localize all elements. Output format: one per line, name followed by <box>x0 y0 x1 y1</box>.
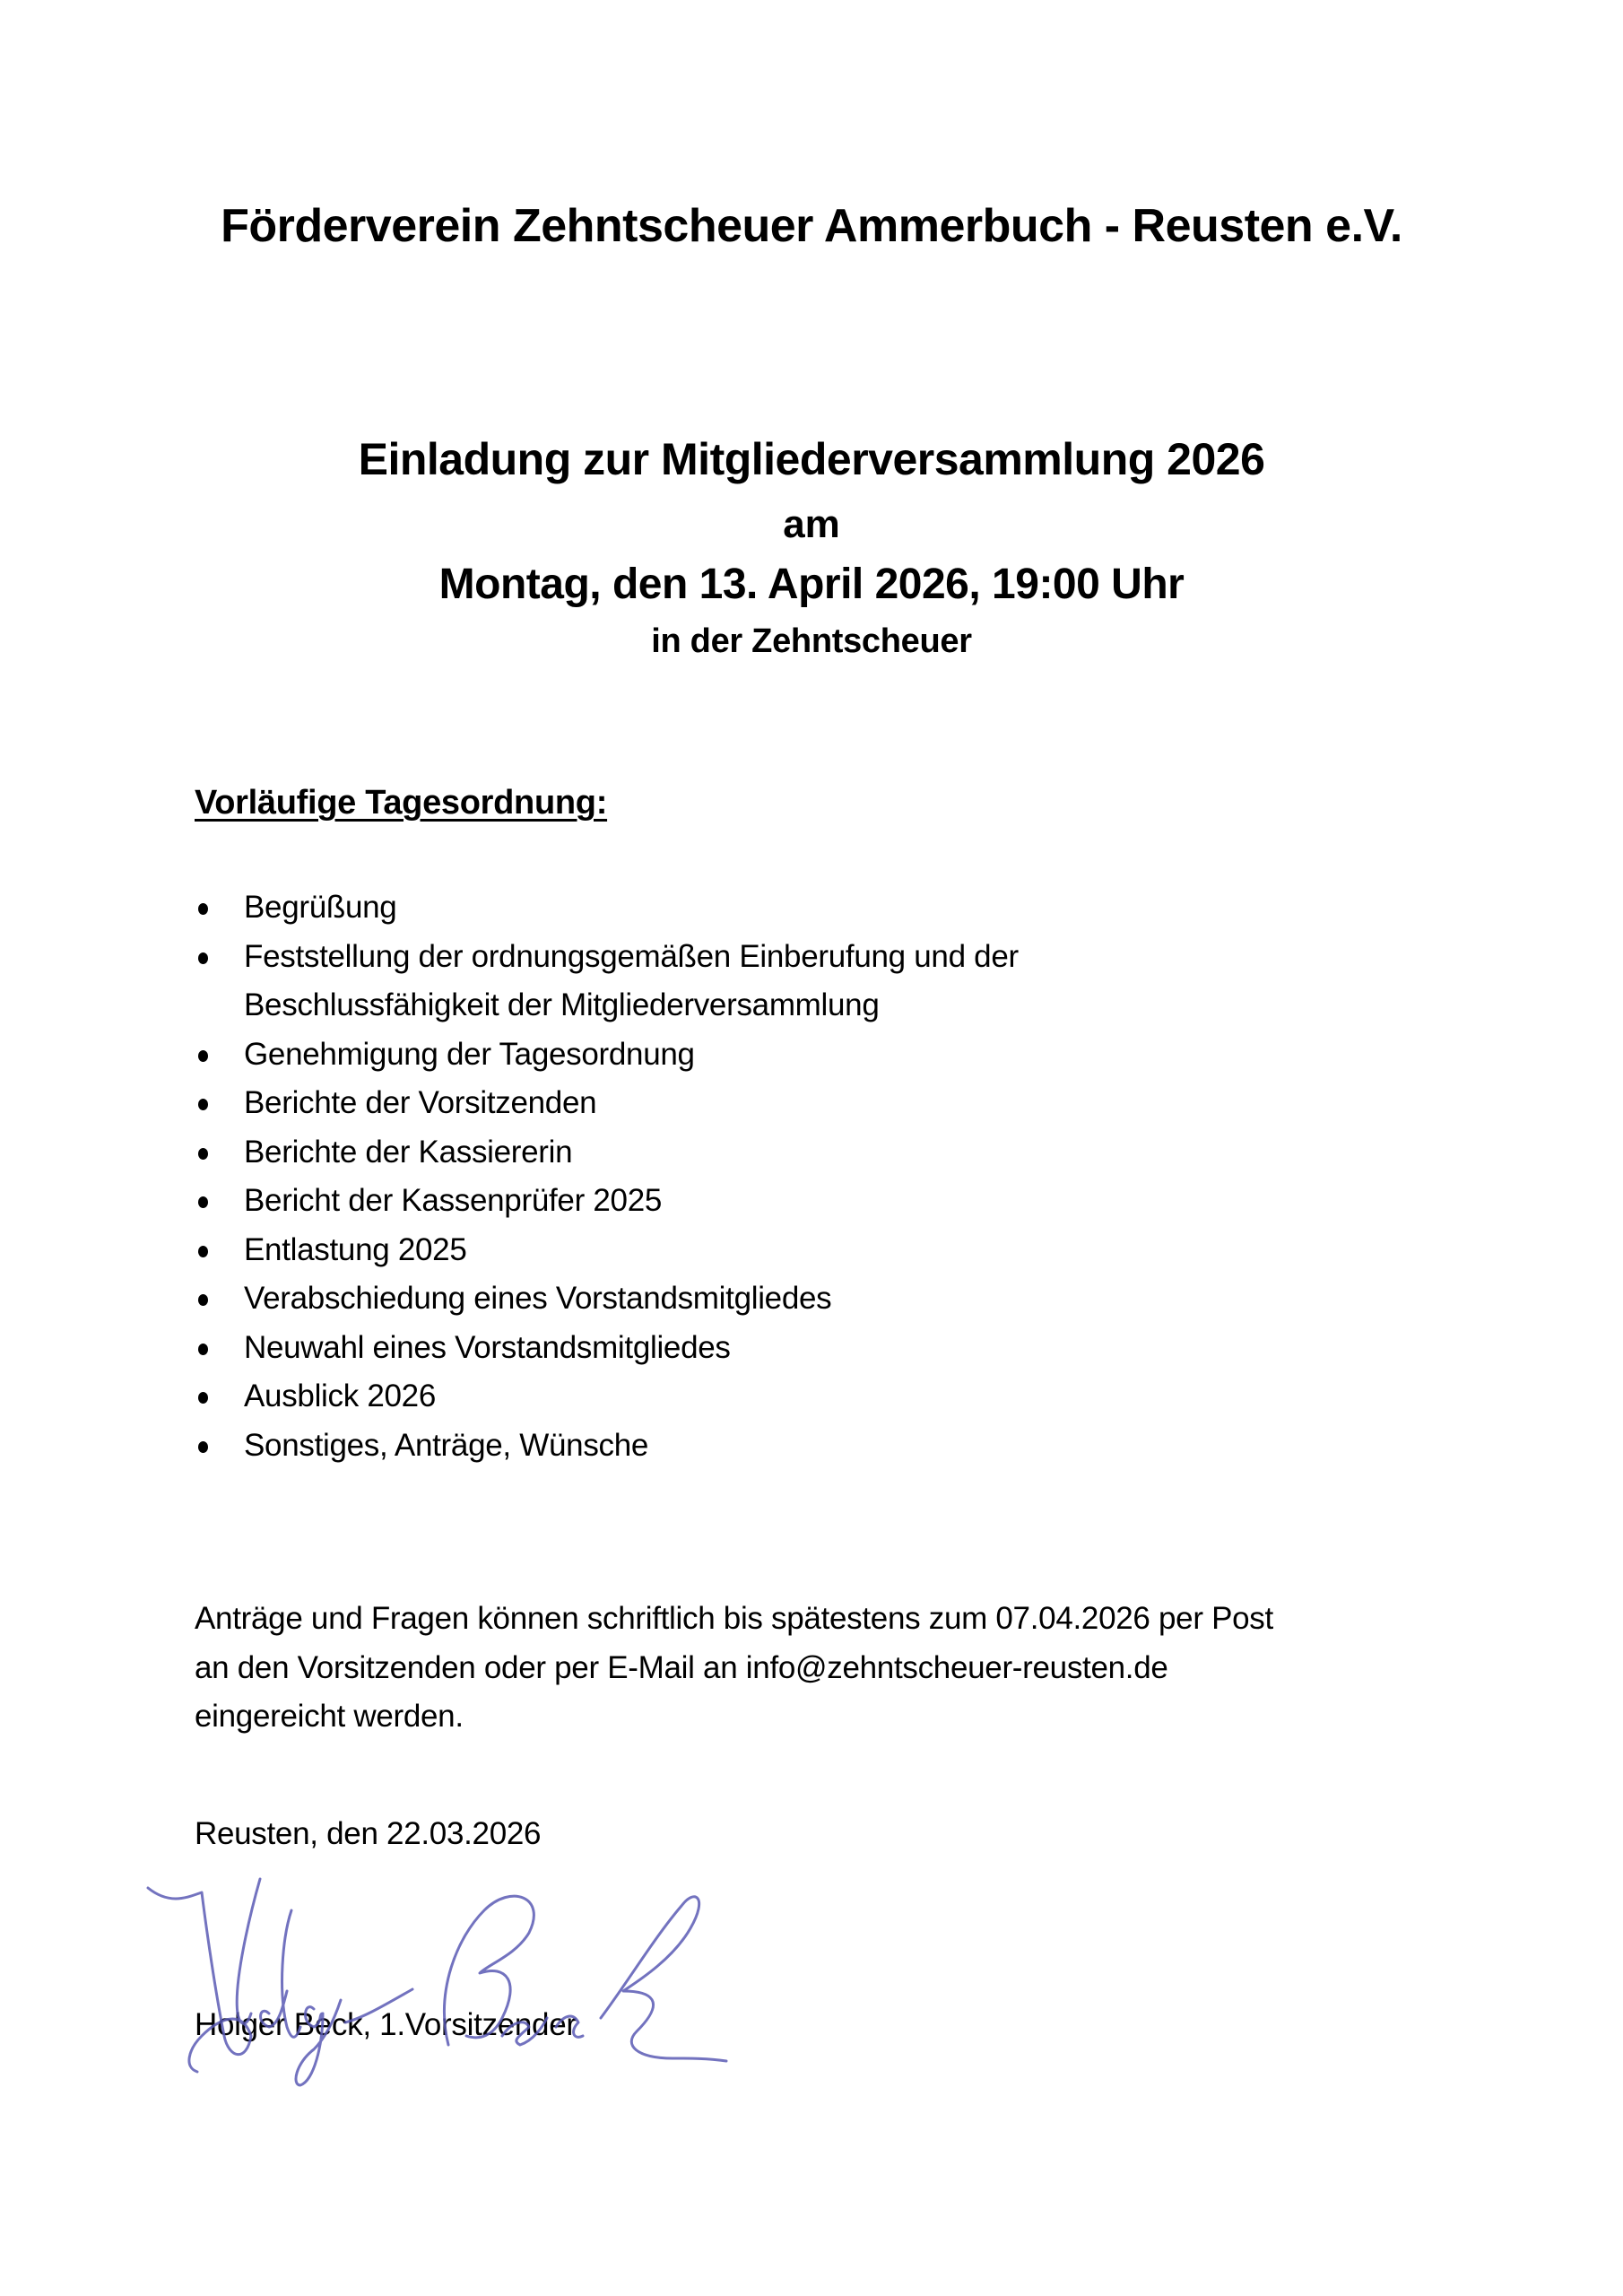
agenda-item <box>195 1177 1141 1226</box>
signature-stroke <box>237 1879 260 2023</box>
bullet-icon <box>198 1050 208 1062</box>
signature-stroke <box>148 1888 251 2072</box>
agenda-item <box>195 1128 1141 1178</box>
signature-stroke <box>345 1989 412 2022</box>
bullet-icon <box>198 1294 208 1306</box>
invitation-title: Einladung zur Mitgliederversammlung 2026 <box>358 434 1265 484</box>
agenda-item <box>195 1372 1141 1422</box>
agenda-list <box>195 883 1141 1470</box>
signer-name: Holger Beck, 1.Vorsitzender <box>195 2007 577 2042</box>
agenda-item-text: Sonstiges, Anträge, Wünsche <box>244 1427 649 1463</box>
agenda-item-text: Berichte der Vorsitzenden <box>244 1085 597 1120</box>
agenda-item <box>195 1226 1141 1275</box>
place-date: Reusten, den 22.03.2026 <box>195 1816 542 1851</box>
signature-stroke <box>556 2016 583 2037</box>
agenda-item <box>195 1079 1141 1128</box>
note-line: Anträge und Fragen können schriftlich bis spätestens zum 07.04.2026 per Post <box>195 1601 1273 1636</box>
bullet-icon <box>198 1441 208 1453</box>
note-line: eingereicht werden. <box>195 1699 464 1734</box>
bullet-icon <box>198 1344 208 1355</box>
agenda-item-text: Genehmigung der Tagesordnung <box>244 1036 695 1072</box>
agenda-item-text: Verabschiedung eines Vorstandsmitgliedes <box>244 1281 832 1316</box>
invitation-location: in der Zehntscheuer <box>651 622 972 660</box>
agenda-item <box>195 1324 1141 1373</box>
invitation-am: am <box>783 502 840 546</box>
agenda-item <box>195 1422 1141 1471</box>
agenda-heading: Vorläufige Tagesordnung: <box>195 784 608 822</box>
invitation-datetime: Montag, den 13. April 2026, 19:00 Uhr <box>438 561 1185 608</box>
note-line: an den Vorsitzenden oder per E-Mail an info@zehntscheuer-reusten.de <box>195 1649 1168 1685</box>
submission-note <box>195 1595 1468 1742</box>
signature-stroke <box>601 1897 726 2061</box>
agenda-item-text: Berichte der Kassiererin <box>244 1134 573 1170</box>
bullet-icon <box>198 1196 208 1208</box>
bullet-icon <box>198 1099 208 1110</box>
agenda-item-text: Begrüßung <box>244 890 397 925</box>
organization-title: Förderverein Zehntscheuer Ammerbuch - Reusten e.V. <box>221 200 1402 252</box>
agenda-item <box>195 1274 1141 1324</box>
agenda-item <box>195 883 1141 933</box>
signature-stroke <box>296 2000 341 2085</box>
agenda-item <box>195 933 1141 1031</box>
bullet-icon <box>198 1392 208 1404</box>
agenda-item <box>195 1031 1141 1080</box>
agenda-item-text: Feststellung der ordnungsgemäßen Einberufung und der Beschlussfähigkeit der Mitgliederversammlung <box>244 938 1019 1022</box>
signature-stroke <box>502 2018 547 2045</box>
bullet-icon <box>198 1246 208 1257</box>
signature-image <box>135 1857 834 2090</box>
signature-stroke <box>282 1910 300 2037</box>
bullet-icon <box>198 1148 208 1160</box>
agenda-item-text: Neuwahl eines Vorstandsmitgliedes <box>244 1329 731 1365</box>
agenda-item-text: Entlastung 2025 <box>244 1231 467 1267</box>
bullet-icon <box>198 903 208 915</box>
agenda-item-text: Bericht der Kassenprüfer 2025 <box>244 1183 663 1218</box>
agenda-item-text: Ausblick 2026 <box>244 1378 437 1413</box>
bullet-icon <box>198 952 208 964</box>
